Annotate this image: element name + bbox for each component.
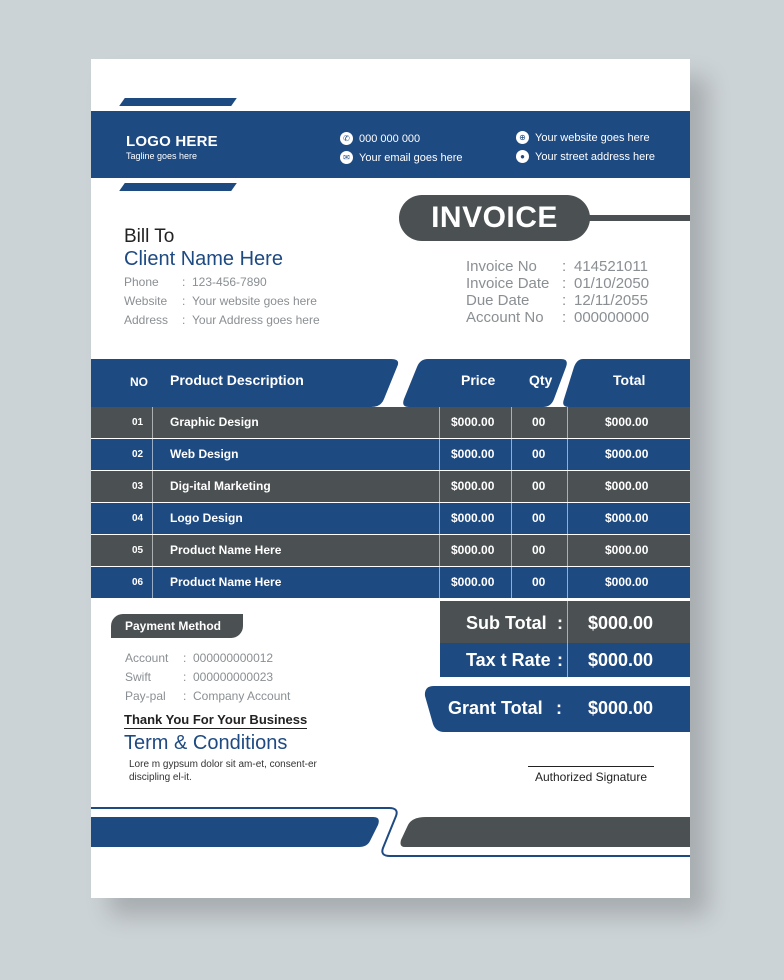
invoice-page	[91, 59, 690, 898]
pay-label: Pay-pal	[125, 689, 166, 703]
th-qty: Qty	[529, 372, 553, 388]
footer-decor	[91, 804, 690, 864]
table-row	[91, 535, 690, 566]
bill-phone-value: 123-456-7890	[192, 275, 267, 289]
meta-sep: :	[562, 309, 567, 326]
cell-total: $000.00	[605, 447, 649, 461]
cell-desc: Dig-ital Marketing	[170, 479, 271, 493]
bill-phone-label: Phone	[124, 275, 159, 289]
tax-sep: :	[557, 650, 563, 670]
pay-value: 000000000012	[193, 651, 274, 665]
pay-value: Company Account	[193, 689, 291, 703]
cell-qty: 00	[532, 575, 546, 589]
cell-total: $000.00	[605, 511, 649, 525]
cell-price: $000.00	[451, 479, 495, 493]
th-description: Product Description	[170, 372, 304, 388]
table-row	[91, 503, 690, 534]
bill-website-label: Website	[124, 294, 168, 308]
table-row	[91, 567, 690, 598]
tagline: Tagline goes here	[126, 151, 198, 161]
grand-total-label: Grant Total	[448, 698, 543, 718]
meta-label: Invoice No	[466, 258, 537, 275]
phone-icon: ✆	[340, 132, 353, 145]
logo-text: LOGO HERE	[126, 133, 218, 150]
bill-website-sep: :	[182, 294, 186, 308]
pay-sep: :	[183, 670, 187, 684]
cell-no: 03	[132, 481, 144, 492]
cell-total: $000.00	[605, 415, 649, 429]
pay-label: Swift	[125, 670, 152, 684]
cell-no: 05	[132, 545, 144, 556]
authorized-signature: Authorized Signature	[528, 766, 654, 784]
cell-qty: 00	[532, 511, 546, 525]
cell-qty: 00	[532, 543, 546, 557]
cell-desc: Product Name Here	[170, 575, 282, 589]
table-row	[91, 407, 690, 438]
pay-account-row	[125, 651, 273, 665]
cell-price: $000.00	[451, 575, 495, 589]
cell-no: 04	[132, 513, 144, 524]
cell-price: $000.00	[451, 511, 495, 525]
email-text: Your email goes here	[359, 151, 463, 164]
pay-swift-row	[125, 670, 273, 684]
bill-website-row	[124, 294, 317, 308]
meta-sep: :	[562, 258, 567, 275]
cell-qty: 00	[532, 479, 546, 493]
cell-total: $000.00	[605, 543, 649, 557]
meta-value: 01/10/2050	[574, 275, 650, 292]
header-accent-bottom	[119, 183, 237, 191]
th-price: Price	[461, 372, 496, 388]
subtotal-sep: :	[557, 613, 563, 633]
cell-price: $000.00	[451, 415, 495, 429]
invoice-title: INVOICE	[399, 195, 590, 241]
email-icon: ✉	[340, 151, 353, 164]
phone-text: 000 000 000	[359, 132, 421, 145]
client-name: Client Name Here	[124, 248, 283, 270]
footer-navy-shape	[91, 817, 379, 847]
cell-desc: Logo Design	[170, 511, 243, 525]
thanks-text: Thank You For Your Business	[124, 712, 308, 727]
cell-price: $000.00	[451, 543, 495, 557]
pay-label: Account	[125, 651, 169, 665]
table-row	[91, 439, 690, 470]
bill-address-value: Your Address goes here	[192, 313, 320, 327]
cell-desc: Product Name Here	[170, 543, 282, 557]
payment-method-heading: Payment Method	[111, 614, 243, 638]
bill-address-sep: :	[182, 313, 186, 327]
tax-label: Tax t Rate	[466, 650, 551, 670]
invoice-title-line	[586, 215, 690, 221]
footer-gray-shape	[401, 817, 691, 847]
meta-sep: :	[562, 275, 567, 292]
cell-qty: 00	[532, 415, 546, 429]
meta-value: 000000000	[574, 309, 650, 326]
pay-paypal-row	[125, 689, 290, 703]
grand-total-sep: :	[556, 698, 562, 718]
subtotal-value: $000.00	[588, 613, 654, 633]
th-no: NO	[130, 375, 148, 389]
address-text: Your street address here	[535, 150, 656, 163]
meta-account-no	[466, 309, 649, 326]
meta-label: Due Date	[466, 292, 530, 309]
meta-value: 414521011	[574, 258, 648, 275]
table-row	[91, 471, 690, 502]
contact-address	[516, 150, 655, 163]
cell-no: 02	[132, 449, 144, 460]
th-total: Total	[613, 372, 646, 388]
bill-phone-row	[124, 275, 267, 289]
subtotal-box	[440, 601, 690, 643]
meta-value: 12/11/2055	[574, 292, 648, 309]
pay-sep: :	[183, 651, 187, 665]
cell-desc: Web Design	[170, 447, 239, 461]
tax-value: $000.00	[588, 650, 654, 670]
meta-label: Invoice Date	[466, 275, 550, 292]
cell-total: $000.00	[605, 479, 649, 493]
bill-address-row	[124, 313, 320, 327]
bill-to-heading: Bill To	[124, 226, 175, 247]
bill-website-value: Your website goes here	[192, 294, 317, 308]
website-text: Your website goes here	[535, 131, 650, 144]
pay-sep: :	[183, 689, 187, 703]
meta-invoice-date	[466, 275, 649, 292]
cell-desc: Graphic Design	[170, 415, 259, 429]
grand-total-value: $000.00	[588, 698, 654, 718]
location-pin-icon: ●	[516, 150, 529, 163]
bill-phone-sep: :	[182, 275, 186, 289]
tax-box	[440, 643, 690, 677]
cell-total: $000.00	[605, 575, 649, 589]
cell-no: 06	[132, 577, 144, 588]
cell-price: $000.00	[451, 447, 495, 461]
cell-qty: 00	[532, 447, 546, 461]
subtotal-label: Sub Total	[466, 613, 547, 633]
pay-value: 000000000023	[193, 670, 274, 684]
meta-due-date	[466, 292, 648, 309]
contact-website	[516, 131, 650, 144]
terms-body: Lore m gypsum dolor sit am-et, consent-er discipling el-it.	[129, 759, 317, 783]
contact-email	[340, 151, 463, 164]
globe-icon: ⊕	[516, 131, 529, 144]
meta-invoice-no	[466, 258, 648, 275]
cell-no: 01	[132, 417, 144, 428]
terms-title: Term & Conditions	[124, 732, 288, 754]
meta-label: Account No	[466, 309, 544, 326]
meta-sep: :	[562, 292, 567, 309]
header-accent-top	[119, 98, 237, 106]
contact-phone	[340, 132, 420, 145]
bill-address-label: Address	[124, 313, 169, 327]
